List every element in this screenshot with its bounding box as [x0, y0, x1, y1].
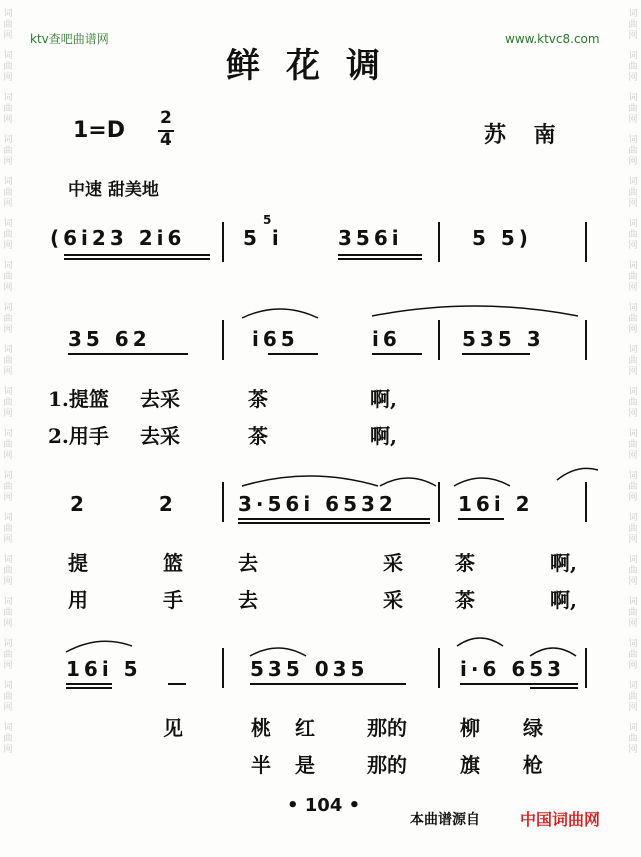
grace-note: 5	[263, 213, 272, 227]
row3-measure-2: 3·56i 6532	[238, 492, 397, 516]
side-mark-glyph: 曲	[3, 62, 13, 72]
intro-measure-2b: 356i	[338, 226, 403, 250]
side-mark-glyph: 网	[3, 535, 13, 545]
side-mark-glyph: 词	[628, 345, 638, 355]
lyric-v1-4: 啊,	[370, 387, 397, 411]
side-mark-glyph: 曲	[628, 692, 638, 702]
lyric-r3v2-2: 手	[163, 588, 183, 612]
side-mark-glyph: 词	[3, 471, 13, 481]
side-mark-glyph: 词	[628, 555, 638, 565]
side-mark-glyph: 词	[3, 93, 13, 103]
barline	[585, 648, 587, 688]
side-mark-glyph: 网	[628, 31, 638, 41]
barline	[222, 648, 224, 688]
side-mark-glyph: 网	[628, 367, 638, 377]
beam	[458, 518, 504, 520]
beam	[460, 683, 578, 685]
side-mark-glyph: 网	[3, 367, 13, 377]
barline	[222, 482, 224, 522]
side-mark-glyph: 网	[628, 157, 638, 167]
side-mark-glyph: 曲	[3, 356, 13, 366]
side-mark-glyph: 词	[628, 261, 638, 271]
side-mark-glyph: 词	[3, 513, 13, 523]
lyric-v1-3: 茶	[248, 387, 268, 411]
lyric-r3v2-5: 茶	[455, 588, 475, 612]
barline	[222, 222, 224, 262]
side-mark-glyph: 曲	[628, 566, 638, 576]
lyric-r3v1-6: 啊,	[550, 551, 577, 575]
lyric-r3v1-5: 茶	[455, 551, 475, 575]
beam	[372, 353, 422, 355]
side-mark-glyph: 曲	[628, 146, 638, 156]
lyric-r3v2-3: 去	[238, 588, 258, 612]
side-mark-glyph: 网	[3, 325, 13, 335]
slur	[528, 640, 578, 658]
side-mark-glyph: 词	[3, 135, 13, 145]
key-signature: 1=D	[73, 118, 126, 143]
time-top: 2	[160, 108, 172, 128]
side-mark-glyph: 词	[3, 555, 13, 565]
side-mark-glyph: 曲	[628, 272, 638, 282]
lyric-r4v2-2: 是	[295, 753, 315, 777]
side-mark-glyph: 曲	[3, 314, 13, 324]
side-mark-glyph: 网	[628, 241, 638, 251]
lyric-r3v1-4: 采	[383, 551, 403, 575]
page-title: 鲜花调	[226, 46, 406, 86]
side-mark-glyph: 网	[628, 535, 638, 545]
side-mark-glyph: 曲	[628, 608, 638, 618]
side-mark-glyph: 网	[628, 451, 638, 461]
side-mark-glyph: 曲	[3, 608, 13, 618]
row4-measure-1: 16i 5	[66, 657, 142, 681]
beam	[64, 258, 210, 260]
side-mark-glyph: 词	[3, 345, 13, 355]
row2-measure-2a: i65	[252, 327, 299, 351]
side-mark-glyph: 词	[3, 597, 13, 607]
barline	[438, 222, 440, 262]
side-mark-glyph: 曲	[3, 440, 13, 450]
beam	[530, 687, 578, 689]
side-mark-glyph: 词	[628, 513, 638, 523]
side-mark-glyph: 曲	[628, 440, 638, 450]
lyric-v2-2: 去采	[140, 424, 180, 448]
lyric-r4v1-1: 见	[163, 716, 183, 740]
side-mark-glyph: 曲	[3, 272, 13, 282]
side-mark-glyph: 网	[628, 325, 638, 335]
side-mark-glyph: 网	[628, 199, 638, 209]
side-mark-glyph: 曲	[628, 356, 638, 366]
beam	[338, 254, 422, 256]
side-mark-glyph: 词	[628, 429, 638, 439]
tempo-marking: 中速 甜美地	[68, 180, 159, 200]
row3-measure-3: 16i 2	[458, 492, 534, 516]
lyric-r4v2-5: 枪	[523, 753, 543, 777]
side-mark-glyph: 曲	[3, 692, 13, 702]
barline	[222, 320, 224, 360]
side-mark-glyph: 曲	[3, 734, 13, 744]
lyric-v2-4: 啊,	[370, 424, 397, 448]
side-mark-glyph: 网	[3, 409, 13, 419]
side-mark-glyph: 曲	[628, 188, 638, 198]
side-mark-right	[625, 0, 641, 857]
side-mark-glyph: 词	[628, 51, 638, 61]
barline	[585, 222, 587, 262]
intro-measure-2a: 5 i	[243, 226, 283, 250]
side-mark-glyph: 词	[3, 177, 13, 187]
beam	[462, 353, 530, 355]
row2-measure-1: 35 62	[68, 327, 151, 351]
side-mark-glyph: 曲	[3, 398, 13, 408]
side-mark-glyph: 曲	[3, 524, 13, 534]
beam	[66, 683, 112, 685]
side-mark-glyph: 网	[3, 661, 13, 671]
lyric-r3v1-1: 提	[68, 551, 88, 575]
row2-measure-3: 535 3	[462, 327, 545, 351]
side-mark-glyph: 曲	[3, 566, 13, 576]
side-mark-glyph: 网	[3, 283, 13, 293]
side-mark-glyph: 词	[628, 597, 638, 607]
slur	[452, 470, 512, 488]
side-mark-glyph: 曲	[628, 230, 638, 240]
side-mark-glyph: 网	[628, 493, 638, 503]
barline	[438, 482, 440, 522]
side-mark-glyph: 词	[628, 219, 638, 229]
side-mark-glyph: 网	[3, 31, 13, 41]
side-mark-glyph: 词	[628, 387, 638, 397]
slur	[370, 298, 580, 318]
side-mark-glyph: 词	[628, 639, 638, 649]
side-mark-glyph: 曲	[628, 524, 638, 534]
lyric-r4v1-2: 桃	[251, 716, 271, 740]
side-mark-glyph: 网	[3, 703, 13, 713]
side-mark-glyph: 网	[628, 619, 638, 629]
side-mark-glyph: 曲	[3, 650, 13, 660]
side-mark-glyph: 网	[628, 73, 638, 83]
side-mark-glyph: 曲	[3, 146, 13, 156]
side-mark-glyph: 词	[628, 471, 638, 481]
side-mark-glyph: 网	[3, 619, 13, 629]
lyric-r4v1-4: 那的	[367, 716, 407, 740]
source-label: 本曲谱源自	[410, 812, 480, 828]
lyric-r4v1-3: 红	[295, 716, 315, 740]
side-mark-glyph: 词	[3, 219, 13, 229]
side-mark-glyph: 词	[3, 681, 13, 691]
watermark-right: www.ktvc8.com	[505, 32, 600, 46]
side-mark-glyph: 词	[3, 387, 13, 397]
lyric-v1-1: 1.提篮	[48, 387, 109, 411]
side-mark-left	[0, 0, 16, 857]
beam	[238, 522, 430, 524]
side-mark-glyph: 词	[628, 681, 638, 691]
source-brand[interactable]: 中国词曲网	[520, 810, 601, 829]
row3-measure-1: 2 2	[70, 492, 177, 516]
beam	[338, 258, 422, 260]
side-mark-glyph: 网	[3, 115, 13, 125]
side-mark-glyph: 曲	[628, 62, 638, 72]
side-mark-glyph: 网	[3, 241, 13, 251]
slur	[240, 466, 380, 488]
side-mark-glyph: 网	[3, 451, 13, 461]
side-mark-glyph: 网	[3, 199, 13, 209]
barline	[438, 648, 440, 688]
side-mark-glyph: 词	[3, 303, 13, 313]
beam	[268, 353, 318, 355]
side-mark-glyph: 网	[628, 115, 638, 125]
beam	[68, 353, 188, 355]
side-mark-glyph: 词	[628, 135, 638, 145]
lyric-r4v1-5: 柳	[460, 716, 480, 740]
beam	[64, 254, 210, 256]
side-mark-glyph: 词	[3, 51, 13, 61]
side-mark-glyph: 曲	[3, 188, 13, 198]
origin-label: 苏 南	[484, 122, 566, 148]
side-mark-glyph: 曲	[628, 734, 638, 744]
side-mark-glyph: 曲	[3, 482, 13, 492]
barline	[438, 320, 440, 360]
slur	[248, 640, 308, 658]
side-mark-glyph: 曲	[628, 20, 638, 30]
lyric-v2-3: 茶	[248, 424, 268, 448]
lyric-v1-2: 去采	[140, 387, 180, 411]
side-mark-glyph: 网	[628, 577, 638, 587]
side-mark-glyph: 词	[628, 9, 638, 19]
side-mark-glyph: 词	[628, 723, 638, 733]
side-mark-glyph: 曲	[628, 650, 638, 660]
slur	[455, 630, 505, 648]
side-mark-glyph: 词	[628, 93, 638, 103]
lyric-r3v2-6: 啊,	[550, 588, 577, 612]
side-mark-glyph: 网	[628, 661, 638, 671]
side-mark-glyph: 网	[628, 283, 638, 293]
barline	[585, 482, 587, 522]
slur	[555, 464, 600, 482]
side-mark-glyph: 网	[3, 577, 13, 587]
side-mark-glyph: 曲	[3, 230, 13, 240]
side-mark-glyph: 网	[3, 745, 13, 755]
side-mark-glyph: 词	[3, 429, 13, 439]
side-mark-glyph: 网	[628, 745, 638, 755]
lyric-r3v1-2: 篮	[163, 551, 183, 575]
barline	[585, 320, 587, 360]
time-bottom: 4	[160, 130, 172, 150]
slur	[378, 470, 438, 488]
lyric-r4v2-1: 半	[251, 753, 271, 777]
side-mark-glyph: 曲	[3, 20, 13, 30]
side-mark-glyph: 词	[3, 723, 13, 733]
lyric-r3v2-1: 用	[68, 588, 88, 612]
watermark-left: ktv查吧曲谱网	[30, 32, 109, 46]
side-mark-glyph: 曲	[628, 314, 638, 324]
side-mark-glyph: 词	[628, 177, 638, 187]
lyric-v2-1: 2.用手	[48, 424, 109, 448]
row2-measure-2b: i6	[372, 327, 401, 351]
side-mark-glyph: 网	[3, 493, 13, 503]
side-mark-glyph: 词	[3, 261, 13, 271]
lyric-r4v1-6: 绿	[523, 716, 543, 740]
slur	[64, 638, 134, 654]
side-mark-glyph: 网	[3, 157, 13, 167]
lyric-r4v2-3: 那的	[367, 753, 407, 777]
beam	[238, 518, 430, 520]
beam	[168, 683, 186, 685]
slur	[240, 300, 320, 320]
side-mark-glyph: 网	[628, 703, 638, 713]
side-mark-glyph: 曲	[3, 104, 13, 114]
side-mark-glyph: 网	[3, 73, 13, 83]
beam	[250, 683, 406, 685]
intro-measure-3: 5 5)	[472, 226, 532, 250]
lyric-r4v2-4: 旗	[460, 753, 480, 777]
page-number: • 104 •	[287, 795, 361, 816]
side-mark-glyph: 曲	[628, 104, 638, 114]
side-mark-glyph: 词	[3, 9, 13, 19]
beam	[66, 687, 112, 689]
side-mark-glyph: 曲	[628, 398, 638, 408]
lyric-r3v1-3: 去	[238, 551, 258, 575]
side-mark-glyph: 曲	[628, 482, 638, 492]
side-mark-glyph: 词	[3, 639, 13, 649]
lyric-r3v2-4: 采	[383, 588, 403, 612]
row4-measure-2: 535 035	[250, 657, 369, 681]
side-mark-glyph: 词	[628, 303, 638, 313]
row4-measure-3: i·6 653	[460, 657, 566, 681]
side-mark-glyph: 网	[628, 409, 638, 419]
intro-measure-1: (6i23 2i6	[50, 226, 186, 250]
